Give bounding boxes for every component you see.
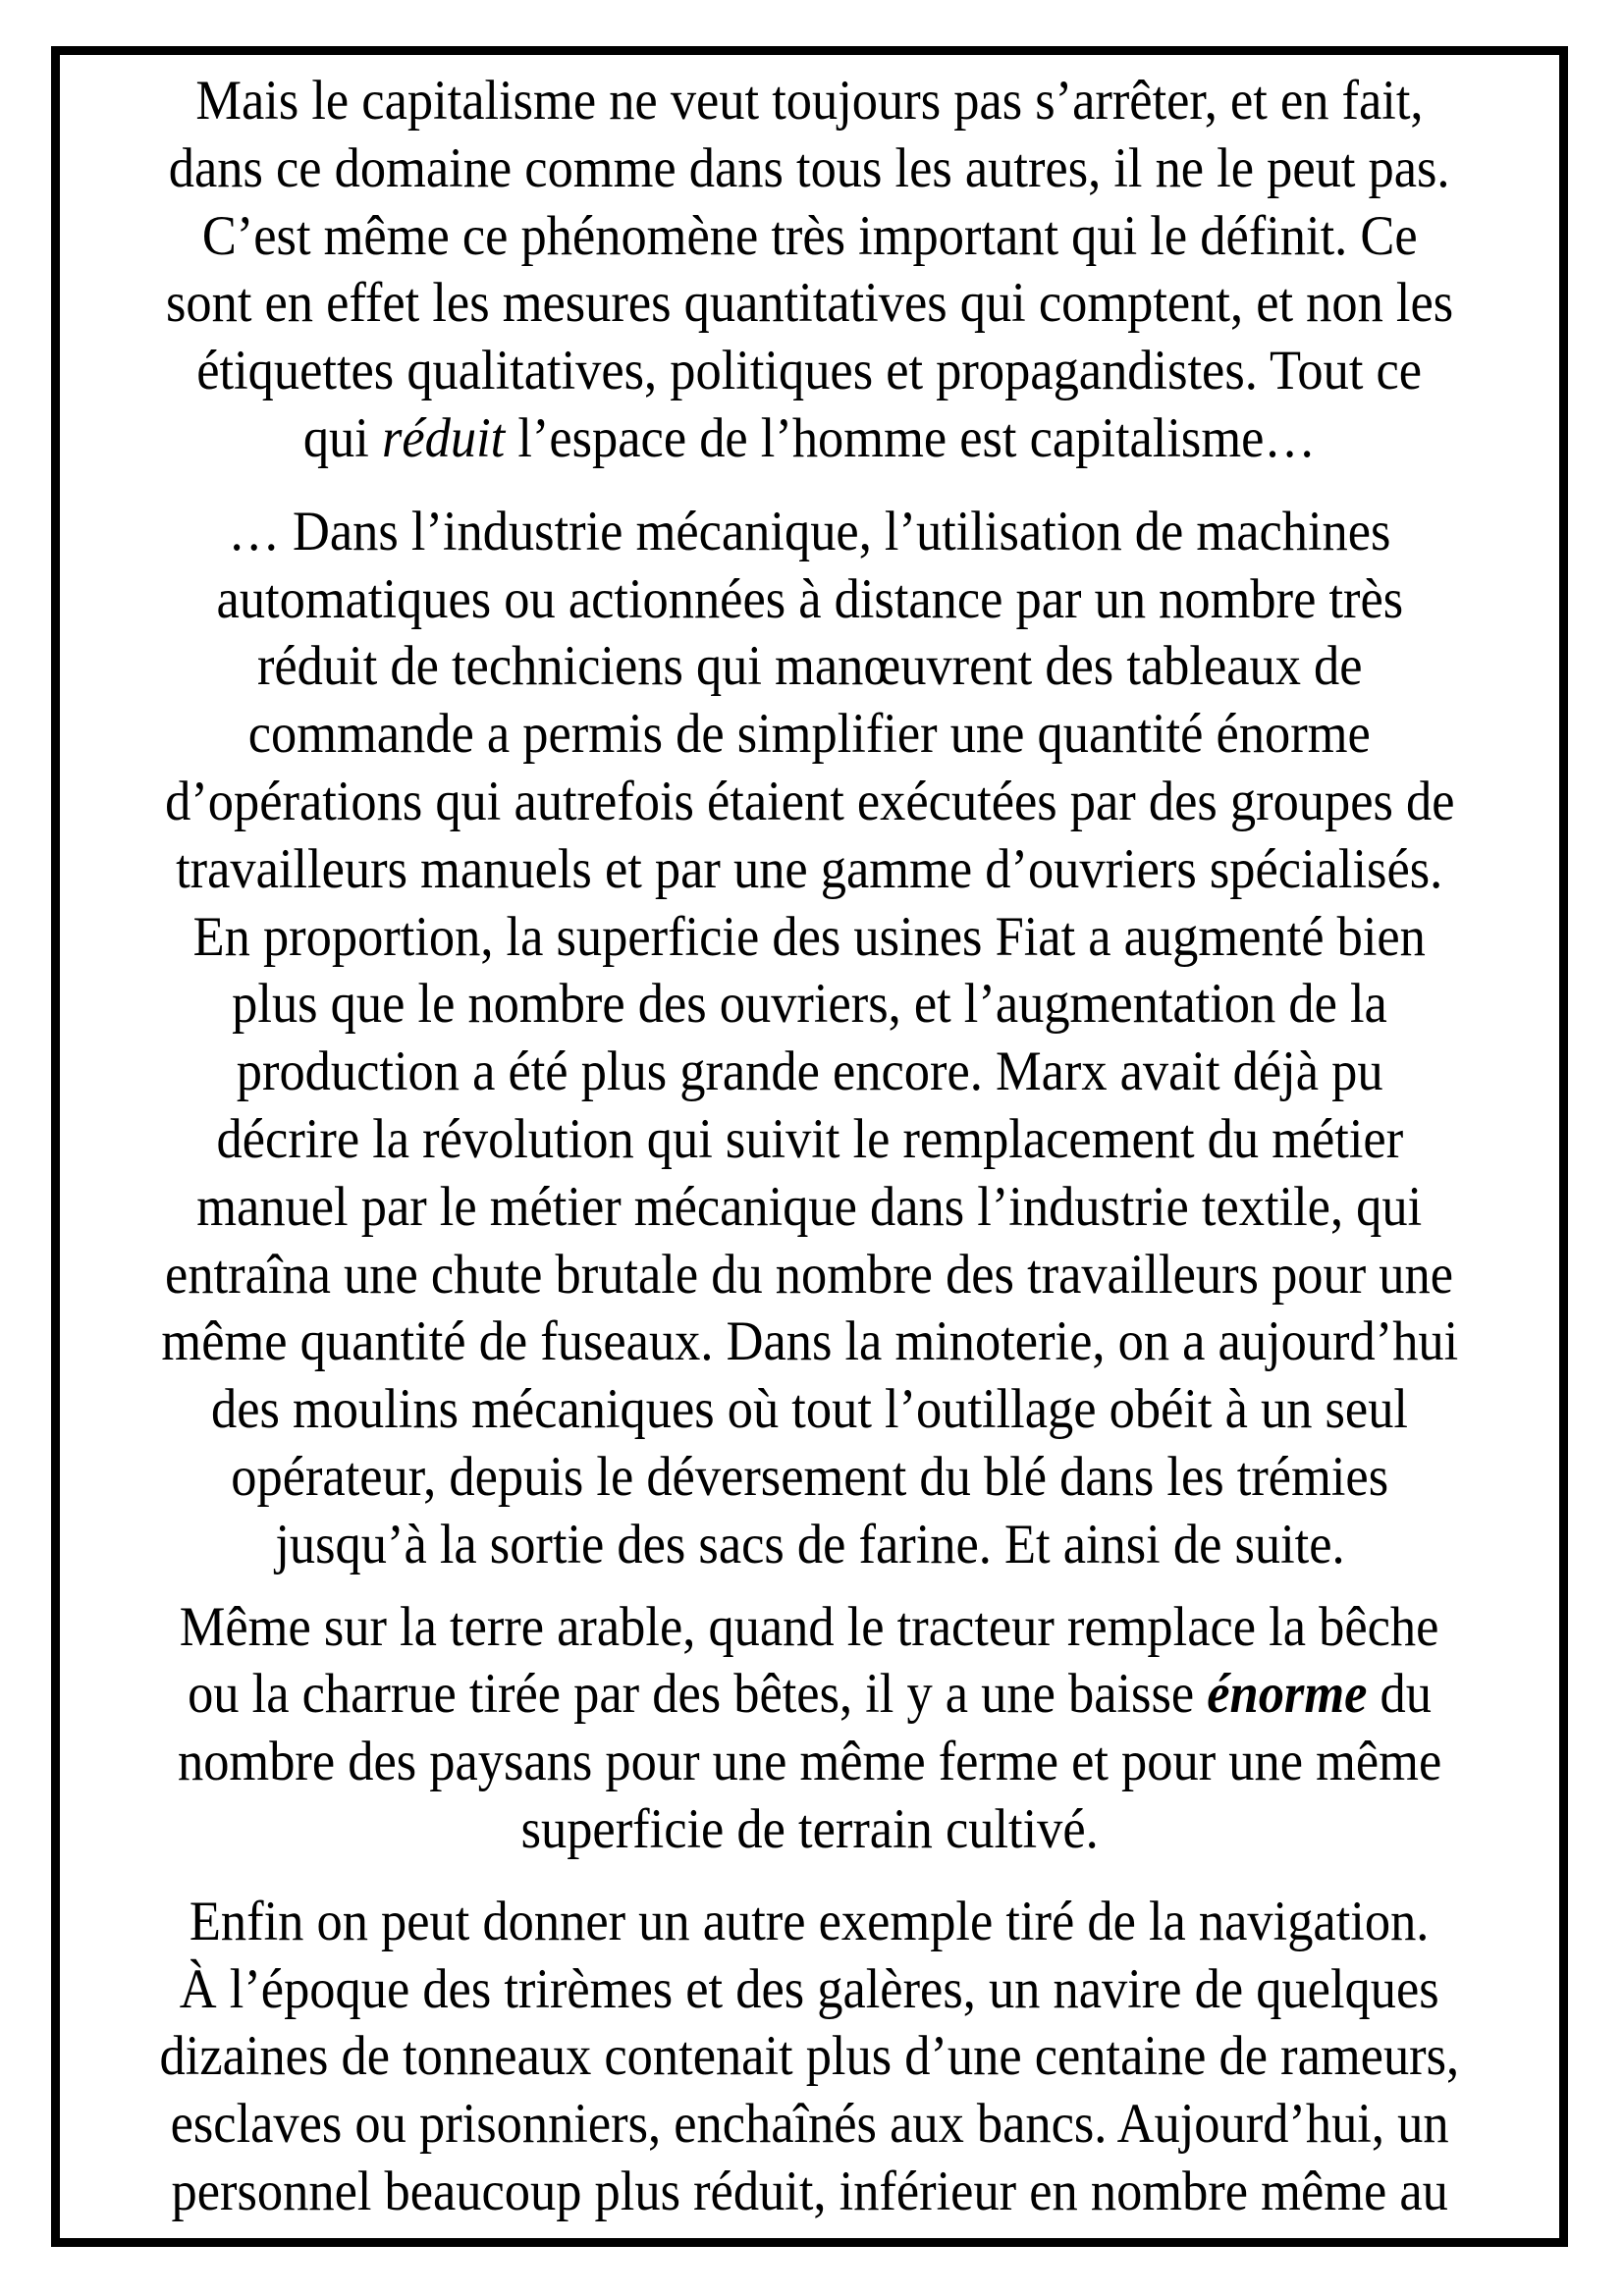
text-run: plus que le nombre des ouvriers, et l’augmentation de la: [232, 973, 1387, 1036]
text-run: du: [1367, 1663, 1432, 1726]
text-line-content: [229, 498, 1391, 566]
text-run: esclaves ou prisonniers, enchaînés aux bancs. Aujourd’hui, un: [170, 2093, 1449, 2156]
text-line-content: [197, 1173, 1423, 1242]
text-run: l’espace de l’homme est capitalisme…: [505, 407, 1317, 469]
text-line-content: [248, 700, 1371, 769]
text-run: travailleurs manuels et par une gamme d’ouvriers spécialisés.: [176, 837, 1443, 900]
italic-emphasis: réduit: [382, 407, 506, 469]
text-line: [60, 202, 1559, 271]
text-line: [60, 1038, 1559, 1106]
text-run: réduit de techniciens qui manœuvrent des tableaux de: [256, 635, 1363, 698]
text-line: [60, 1241, 1559, 1309]
text-line: [60, 1955, 1559, 2024]
text-line: [60, 67, 1559, 135]
text-line-content: [275, 1511, 1344, 1579]
text-run: En proportion, la superficie des usines Fiat a augmenté bien: [192, 905, 1427, 968]
text-run: décrire la révolution qui suivit le remplacement du métier: [216, 1108, 1403, 1170]
text-line-content: [160, 2022, 1460, 2091]
text-line: [60, 337, 1559, 405]
text-line: [60, 632, 1559, 701]
text-run: étiquettes qualitatives, politiques et propagandistes. Tout ce: [196, 340, 1423, 402]
text-line-content: [193, 903, 1426, 972]
text-line: [60, 565, 1559, 634]
text-line-content: [303, 404, 1316, 473]
text-run: opérateur, depuis le déversement du blé dans les trémies: [231, 1446, 1388, 1508]
text-run: des moulins mécaniques où tout l’outillage obéit à un seul: [211, 1378, 1408, 1441]
text-line-content: [166, 1241, 1454, 1309]
text-line-content: [216, 1105, 1403, 1174]
text-run: dizaines de tonneaux contenait plus d’une centaine de rameurs,: [159, 2025, 1460, 2088]
text-line: [60, 1728, 1559, 1796]
text-line-content: [180, 1593, 1439, 1662]
text-line: [60, 134, 1559, 203]
text-line: [60, 903, 1559, 972]
text-run: entraîna une chute brutale du nombre des travailleurs pour une: [165, 1243, 1454, 1306]
text-line: [60, 1308, 1559, 1376]
text-run: À l’époque des trirèmes et des galères, un navire de quelques: [180, 1957, 1439, 2020]
text-line-content: [197, 337, 1423, 405]
text-line: [60, 1593, 1559, 1662]
text-run: sont en effet les mesures quantitatives qui comptent, et non les: [165, 272, 1454, 335]
text-run: automatiques ou actionnées à distance par un nombre très: [216, 567, 1403, 630]
text-line-content: [232, 970, 1387, 1039]
text-line-content: [171, 2158, 1447, 2226]
text-run: manuel par le métier mécanique dans l’industrie textile, qui: [196, 1175, 1423, 1238]
text-line: [60, 2090, 1559, 2159]
text-run: qui: [302, 407, 383, 469]
text-line: [60, 1105, 1559, 1174]
text-line: [60, 700, 1559, 769]
text-run: jusqu’à la sortie des sacs de farine. Et ainsi de suite.: [274, 1513, 1345, 1575]
text-run: Enfin on peut donner un autre exemple tiré de la navigation.: [189, 1890, 1430, 1952]
text-run: dans ce domaine comme dans tous les autres, il ne le peut pas.: [169, 136, 1450, 199]
text-line-content: [176, 835, 1442, 904]
text-line-content: [189, 1888, 1430, 1956]
bold-italic-emphasis: énorme: [1207, 1663, 1368, 1726]
text-line-content: [216, 565, 1403, 634]
text-line: [60, 1888, 1559, 1956]
text-line-content: [171, 2090, 1449, 2159]
text-line: [60, 404, 1559, 473]
text-line-content: [178, 1728, 1441, 1796]
text-line-content: [202, 202, 1418, 271]
text-line-content: [188, 1660, 1432, 1729]
text-run: Mais le capitalisme ne veut toujours pas s’arrêter, et en fait,: [195, 70, 1424, 132]
text-line: [60, 1443, 1559, 1512]
text-line: [60, 498, 1559, 566]
text-run: personnel beaucoup plus réduit, inférieur en nombre même au: [171, 2161, 1448, 2222]
text-line: [60, 768, 1559, 836]
text-run: ou la charrue tirée par des bêtes, il y a une baisse: [188, 1663, 1208, 1726]
text-run: production a été plus grande encore. Marx avait déjà pu: [236, 1041, 1383, 1103]
text-line: [60, 1660, 1559, 1729]
text-run: même quantité de fuseaux. Dans la minoterie, on a aujourd’hui: [161, 1310, 1458, 1373]
text-line: [60, 269, 1559, 338]
text-line: [60, 1375, 1559, 1444]
text-line-content: [161, 1308, 1458, 1376]
text-line-content: [195, 67, 1423, 135]
text-line-content: [237, 1038, 1383, 1106]
text-line: [60, 835, 1559, 904]
text-run: commande a permis de simplifier une quantité énorme: [247, 703, 1372, 766]
text-line-content: [257, 632, 1363, 701]
text-run: nombre des paysans pour une même ferme et pour une même: [177, 1731, 1442, 1793]
text-line: [60, 2022, 1559, 2091]
text-run: d’opérations qui autrefois étaient exécutées par des groupes de: [164, 771, 1455, 832]
text-line-content: [211, 1375, 1408, 1444]
text-run: … Dans l’industrie mécanique, l’utilisation de machines: [228, 500, 1391, 562]
text-line: [60, 1173, 1559, 1242]
page-border-frame: [51, 46, 1568, 2247]
text-line: [60, 1795, 1559, 1864]
text-line-content: [180, 1955, 1439, 2024]
text-line-content: [165, 768, 1454, 836]
text-line: [60, 1511, 1559, 1579]
text-line-content: [231, 1443, 1388, 1512]
text-line: [60, 970, 1559, 1039]
text-run: C’est même ce phénomène très important qui le définit. Ce: [201, 204, 1418, 267]
text-run: superficie de terrain cultivé.: [520, 1798, 1099, 1860]
text-line-content: [520, 1795, 1098, 1864]
text-line: [60, 2158, 1559, 2226]
text-line-content: [169, 134, 1450, 203]
text-line-content: [166, 269, 1453, 338]
text-run: Même sur la terre arable, quand le tracteur remplace la bêche: [180, 1595, 1439, 1658]
